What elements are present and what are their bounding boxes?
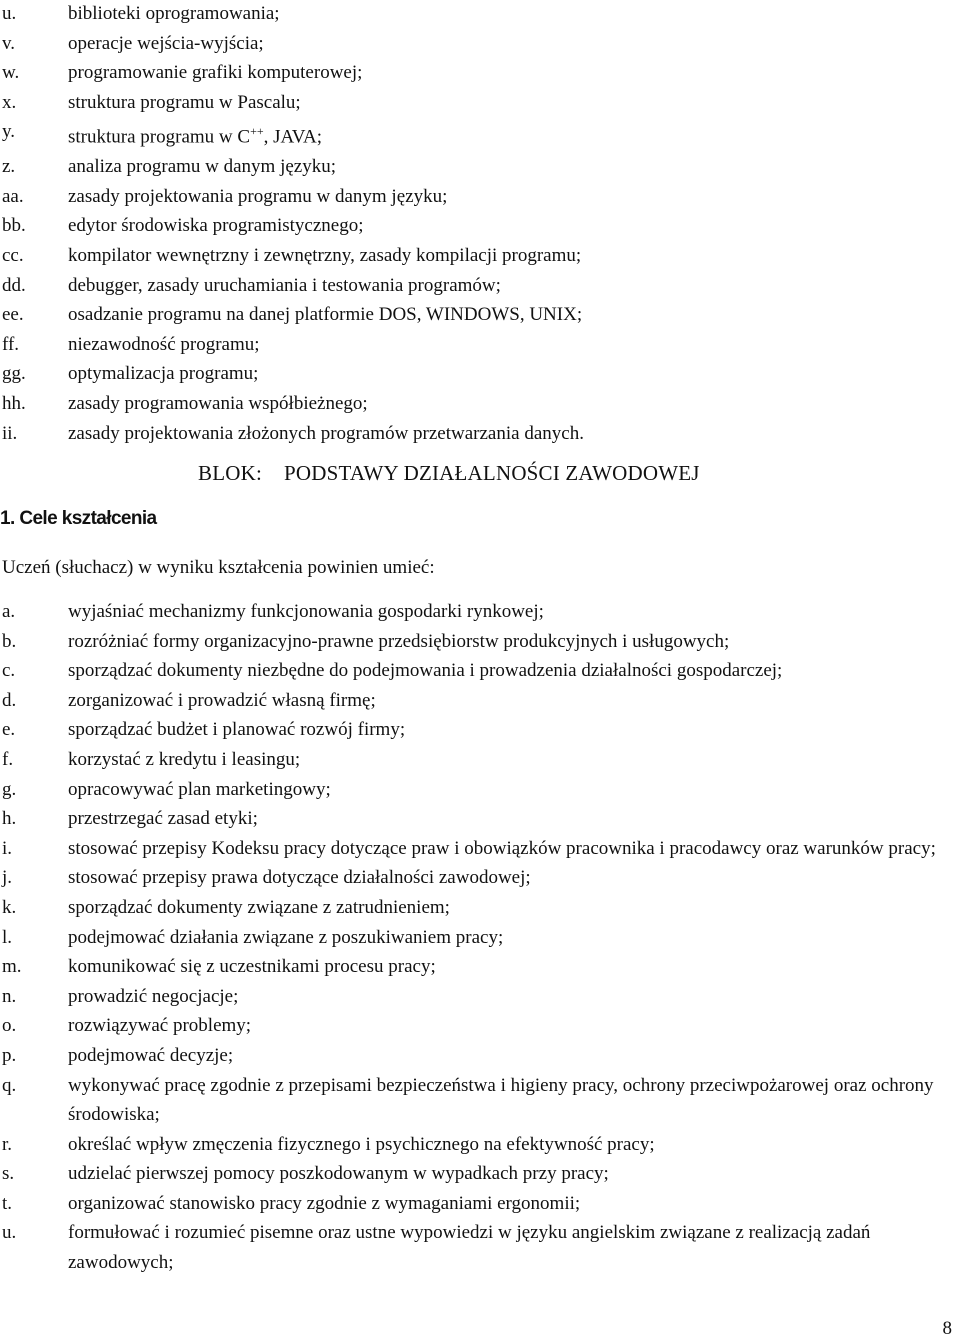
- list-marker: g.: [2, 778, 17, 800]
- list-marker: aa.: [2, 185, 24, 207]
- list-item: [2, 182, 960, 212]
- list-item-text: stosować przepisy prawa dotyczące działalności zawodowej;: [68, 867, 531, 889]
- list-item: [2, 241, 960, 271]
- list-item-text: rozwiązywać problemy;: [68, 1015, 252, 1037]
- list-item: [2, 686, 960, 716]
- list-item-text: udzielać pierwszej pomocy poszkodowanym w wypadkach przy pracy;: [68, 1163, 609, 1185]
- list-item-text: formułować i rozumieć pisemne oraz ustne wypowiedzi w języku angielskim związane z realizacją zadań zawodowych;: [68, 1222, 871, 1274]
- list-item: [2, 715, 960, 745]
- list-marker: q.: [2, 1074, 17, 1096]
- list-marker: bb.: [2, 215, 26, 237]
- list-marker: p.: [2, 1044, 17, 1066]
- block-title: PODSTAWY DZIAŁALNOŚCI ZAWODOWEJ: [284, 461, 700, 485]
- list-item-text: przestrzegać zasad etyki;: [68, 808, 258, 830]
- list-item-text: edytor środowiska programistycznego;: [68, 215, 364, 237]
- list-item-text: zorganizować i prowadzić własną firmę;: [68, 689, 376, 711]
- list-item: [2, 893, 960, 923]
- list-item-text: operacje wejścia-wyjścia;: [68, 32, 264, 54]
- list-item-text: sporządzać dokumenty związane z zatrudnieniem;: [68, 896, 450, 918]
- list-item: [2, 745, 960, 775]
- list-item: [2, 330, 960, 360]
- list-item-text: podejmować działania związane z poszukiwaniem pracy;: [68, 926, 504, 948]
- list-item-text: korzystać z kredytu i leasingu;: [68, 748, 301, 770]
- list-marker: d.: [2, 689, 17, 711]
- list-marker: o.: [2, 1015, 17, 1037]
- list-item: [2, 419, 960, 449]
- list-marker: h.: [2, 808, 17, 830]
- list-marker: c.: [2, 660, 16, 682]
- list-marker: m.: [2, 956, 22, 978]
- list-marker: y.: [2, 121, 16, 143]
- list-item-text: podejmować decyzje;: [68, 1044, 234, 1066]
- list-item-text: zasady programowania współbieżnego;: [68, 393, 368, 415]
- block-label: BLOK:: [198, 461, 262, 485]
- list-item-text: programowanie grafiki komputerowej;: [68, 62, 363, 84]
- list-item: [2, 656, 960, 686]
- list-marker: b.: [2, 630, 17, 652]
- list-item-text: wykonywać pracę zgodnie z przepisami bezpieczeństwa i higieny pracy, ochrony przeciwpożarowej oraz ochrony środowiska;: [68, 1074, 934, 1126]
- list-item-text: komunikować się z uczestnikami procesu pracy;: [68, 956, 436, 978]
- list-item: [2, 1189, 960, 1219]
- list-item: [2, 982, 960, 1012]
- list-marker: z.: [2, 156, 16, 178]
- list-item-text: debugger, zasady uruchamiania i testowania programów;: [68, 274, 501, 296]
- list-item-text: wyjaśniać mechanizmy funkcjonowania gospodarki rynkowej;: [68, 601, 544, 622]
- list-item: [2, 775, 960, 805]
- list-item-text: zasady projektowania programu w danym języku;: [68, 185, 448, 207]
- list-marker: u.: [2, 1222, 17, 1244]
- list-item: [2, 29, 960, 59]
- list-marker: l.: [2, 926, 13, 948]
- list-marker: s.: [2, 1163, 15, 1185]
- list-item-text: rozróżniać formy organizacyjno-prawne przedsiębiorstw produkcyjnych i usługowych;: [68, 630, 730, 652]
- list-item: [2, 597, 960, 627]
- list-item: [2, 389, 960, 419]
- list-item: [2, 923, 960, 953]
- intro-sentence: Uczeń (słuchacz) w wyniku kształcenia powinien umieć:: [2, 557, 435, 578]
- list-item-text: opracowywać plan marketingowy;: [68, 778, 331, 800]
- list-item-text: stosować przepisy Kodeksu pracy dotyczące praw i obowiązków pracownika i pracodawcy oraz warunków pracy;: [68, 837, 936, 859]
- list-marker: hh.: [2, 393, 26, 415]
- list-item: [2, 211, 960, 241]
- list-marker: i.: [2, 837, 13, 859]
- block-heading: [198, 461, 700, 486]
- list-item: [2, 804, 960, 834]
- list-item: [2, 88, 960, 118]
- list-item: [2, 271, 960, 301]
- list-item-text: prowadzić negocjacje;: [68, 985, 239, 1007]
- list-item: [2, 952, 960, 982]
- list-item: [2, 834, 960, 864]
- list-item: [2, 152, 960, 182]
- list-item-text: sporządzać dokumenty niezbędne do podejmowania i prowadzenia działalności gospodarczej;: [68, 660, 783, 682]
- list-item: [2, 1011, 960, 1041]
- list-item: [2, 1159, 960, 1189]
- list-marker: gg.: [2, 363, 26, 385]
- list-marker: t.: [2, 1192, 13, 1214]
- list-item-text: sporządzać budżet i planować rozwój firmy;: [68, 719, 406, 741]
- list-marker: w.: [2, 62, 20, 84]
- list-item: [2, 863, 960, 893]
- list-item: [2, 300, 960, 330]
- list-item-text: struktura programu w Pascalu;: [68, 91, 301, 113]
- list-marker: cc.: [2, 245, 24, 267]
- list-item-text: niezawodność programu;: [68, 333, 260, 355]
- list-marker: ee.: [2, 304, 24, 326]
- list-item: [2, 1130, 960, 1160]
- list-marker: v.: [2, 32, 16, 54]
- list-item-text: osadzanie programu na danej platformie DOS, WINDOWS, UNIX;: [68, 304, 583, 326]
- list-marker: k.: [2, 896, 17, 918]
- list-marker: e.: [2, 719, 16, 741]
- list-item-text: biblioteki oprogramowania;: [68, 3, 280, 24]
- list-marker: j.: [2, 867, 13, 889]
- learning-goals-list: [2, 597, 960, 1278]
- list-item-text: organizować stanowisko pracy zgodnie z wymaganiami ergonomii;: [68, 1192, 581, 1214]
- list-item-text: optymalizacja programu;: [68, 363, 259, 385]
- list-marker: u.: [2, 3, 17, 24]
- list-item: [2, 627, 960, 657]
- list-marker: dd.: [2, 274, 26, 296]
- list-marker: ff.: [2, 333, 20, 355]
- list-item: [2, 117, 960, 152]
- list-marker: r.: [2, 1133, 13, 1155]
- section-title: 1. Cele kształcenia: [0, 508, 157, 529]
- list-item-text: struktura programu w C++, JAVA;: [68, 124, 323, 148]
- page-number: 8: [942, 1318, 952, 1339]
- list-item: [2, 1218, 960, 1277]
- list-item: [2, 359, 960, 389]
- list-item: [2, 1041, 960, 1071]
- list-marker: ii.: [2, 422, 18, 444]
- list-item: [2, 58, 960, 88]
- programming-topics-list: [2, 0, 960, 448]
- list-item-text: określać wpływ zmęczenia fizycznego i psychicznego na efektywność pracy;: [68, 1133, 655, 1155]
- list-item: [2, 1071, 960, 1130]
- list-marker: a.: [2, 601, 16, 622]
- list-marker: n.: [2, 985, 17, 1007]
- list-marker: f.: [2, 748, 14, 770]
- list-item: [2, 0, 960, 29]
- list-marker: x.: [2, 91, 17, 113]
- list-item-text: zasady projektowania złożonych programów przetwarzania danych.: [68, 422, 584, 444]
- list-item-text: kompilator wewnętrzny i zewnętrzny, zasady kompilacji programu;: [68, 245, 582, 267]
- list-item-text: analiza programu w danym języku;: [68, 156, 337, 178]
